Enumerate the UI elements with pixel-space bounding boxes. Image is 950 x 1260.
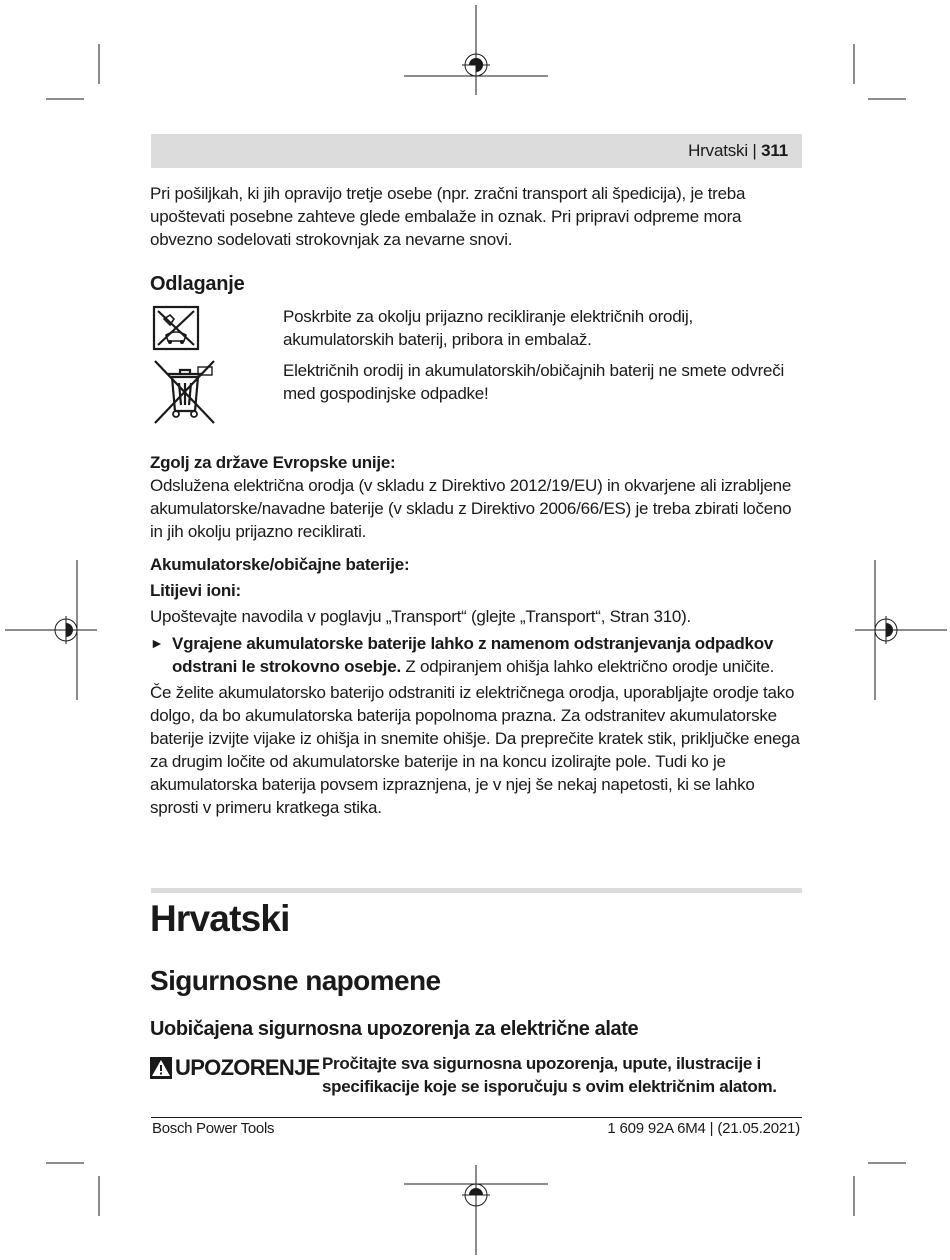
batteries-title: Akumulatorske/običajne baterije:: [150, 555, 410, 574]
no-household-waste-icon: [152, 305, 200, 351]
section-title: Sigurnosne napomene: [150, 965, 441, 996]
warning-label: [150, 1055, 320, 1081]
main-content: [150, 182, 804, 819]
header-section: Hrvatski: [688, 141, 748, 160]
warning-text: Pročitajte sva sigurnosna upozorenja, upute, ilustracije i specifikacije koje se isporučuju s ovim električnim alatom.: [322, 1054, 777, 1096]
disposal-title: Odlaganje: [150, 273, 245, 295]
footer-brand: Bosch Power Tools: [152, 1120, 275, 1137]
subsection-title: Uobičajena sigurnosna upozorenja za električne alate: [150, 1018, 639, 1040]
footer-rule: [151, 1117, 802, 1118]
warning-label-text: UPOZORENJE: [175, 1055, 320, 1080]
warning-block: [150, 1052, 804, 1102]
disposal-bin-row: [150, 359, 804, 429]
battery-warning-item: [150, 632, 804, 678]
disposal-recycling-row: [150, 305, 804, 359]
lithium-title: Litijevi ioni:: [150, 581, 241, 600]
footer-doc-ref: 1 609 92A 6M4 | (21.05.2021): [607, 1120, 800, 1137]
language-title: Hrvatski: [150, 898, 290, 939]
page-number: 311: [761, 141, 788, 160]
battery-warning-bold: Vgrajene akumulatorske baterije lahko z namenom odstranjevanja odpadkov odstrani le strokovno osebje.: [172, 634, 774, 676]
battery-warning-rest: Z odpiranjem ohišja lahko električno orodje uničite.: [400, 657, 775, 676]
crossed-bin-icon: [152, 359, 218, 427]
section-separator: [151, 888, 802, 893]
warning-triangle-icon: [150, 1057, 172, 1079]
battery-removal-text: Če želite akumulatorsko baterijo odstraniti iz električnega orodja, uporabljajte orodje tako dolgo, da bo akumulatorska baterija popolnoma prazna. Za odstranitev akumulatorske baterije izvijte vijake iz ohišja in snemite ohišje. Da preprečite kratek stik, priključke enega za drugim ločite od akumulatorske baterije in na koncu izolirajte pole. Tudi ko je akumulatorska baterija povsem izpraznjena, je v njej še nekaj napetosti, ki se lahko sprosti v primeru kratkega stika.: [150, 683, 800, 817]
eu-title: Zgolj za države Evropske unije:: [150, 453, 396, 472]
header-label: Hrvatski | 311: [688, 141, 788, 160]
intro-paragraph: Pri pošiljkah, ki jih opravijo tretje osebe (npr. zračni transport ali špedicija), je treba upoštevati posebne zahteve glede embalaže in oznak. Pri pripravi odpreme mora obvezno sodelovati strokovnjak za nevarne snovi.: [150, 184, 746, 249]
bullet-triangle-icon: ►: [150, 635, 164, 651]
disposal-bin-text: Električnih orodij in akumulatorskih/običajnih baterij ne smete odvreči med gospodinjske odpadke!: [283, 361, 784, 403]
lithium-text: Upoštevajte navodila v poglavju „Transport“ (glejte „Transport“, Stran 310).: [150, 607, 691, 626]
header-bar: [151, 134, 802, 168]
eu-text: Odslužena električna orodja (v skladu z Direktivo 2012/19/EU) in okvarjene ali izrabljene akumulatorske/navadne baterije (v skladu z Direktivo 2006/66/ES) je treba zbirati ločeno in jih okolju prijazno reciklirati.: [150, 476, 792, 541]
disposal-recycling-text: Poskrbite za okolju prijazno recikliranje električnih orodij, akumulatorskih baterij, pribora in embalaž.: [283, 307, 693, 349]
